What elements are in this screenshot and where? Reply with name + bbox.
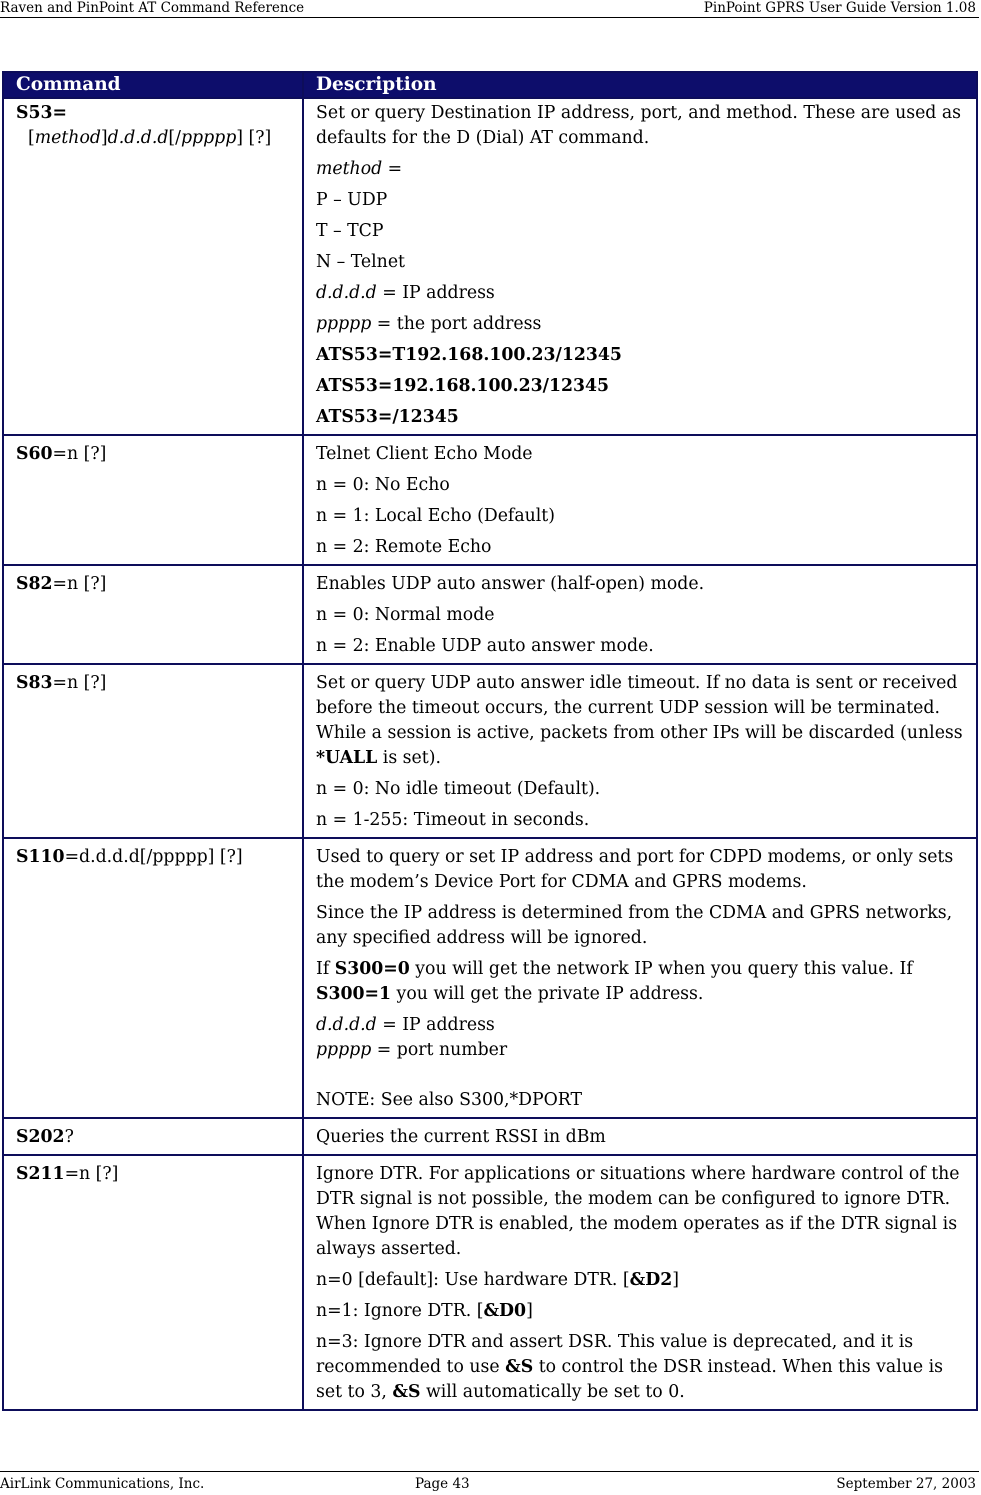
command-cell (3, 664, 303, 838)
option-line: n = 1-255: Timeout in seconds. (316, 810, 590, 830)
command-args: =n [?] (52, 444, 107, 464)
param-address: d.d.d.d = IP address (316, 283, 495, 303)
command-syntax: S53= [method]d.d.d.d[/ppppp] [?] (16, 103, 272, 148)
example-line: ATS53=T192.168.100.23/12345 (316, 345, 622, 365)
command-name: S82 (16, 574, 53, 594)
table-header-row (3, 72, 977, 98)
command-table (2, 71, 978, 1411)
description-text: Telnet Client Echo Mode (316, 444, 533, 464)
param-port: ppppp = port number (316, 1040, 508, 1060)
page-footer (0, 1471, 979, 1494)
command-name: S83 (16, 673, 53, 693)
page-header (0, 0, 979, 18)
column-header-description: Description (303, 72, 977, 98)
description-cell (303, 1155, 977, 1410)
param-address: d.d.d.d = IP address (316, 1015, 495, 1035)
description-text: Queries the current RSSI in dBm (316, 1127, 606, 1147)
footer-left: AirLink Communications, Inc. (0, 1476, 205, 1492)
command-cell (3, 1118, 303, 1155)
note-text: NOTE: See also S300,*DPORT (316, 1090, 582, 1110)
description-text: If S300=0 you will get the network IP when you query this value. If S300=1 you will get the private IP address. (316, 959, 913, 1004)
command-args: =n [?] (64, 1164, 119, 1184)
description-text: Used to query or set IP address and port for CDPD modems, or only sets the modem’s Device Port for CDMA and GPRS modems. (316, 847, 954, 892)
command-args: =n [?] (52, 673, 107, 693)
command-args: =n [?] (52, 574, 107, 594)
option-line: n=0 [default]: Use hardware DTR. [&D2] (316, 1270, 679, 1290)
option-line: N – Telnet (316, 252, 405, 272)
description-cell (303, 838, 977, 1118)
command-cell (3, 98, 303, 435)
command-cell (3, 838, 303, 1118)
description-text: Set or query Destination IP address, port, and method. These are used as defaults for the D (Dial) AT command. (316, 103, 962, 148)
table-row-s83 (3, 664, 977, 838)
description-text: Ignore DTR. For applications or situations where hardware control of the DTR signal is not possible, the modem can be configured to ignore DTR. When Ignore DTR is enabled, the modem operates as if the DTR signal is always asserted. (316, 1164, 960, 1259)
table-row-s53 (3, 98, 977, 435)
command-name: S60 (16, 444, 53, 464)
param-port: ppppp = the port address (316, 314, 542, 334)
example-line: ATS53=192.168.100.23/12345 (316, 376, 610, 396)
example-line: ATS53=/12345 (316, 407, 459, 427)
column-header-command: Command (3, 72, 303, 98)
option-line: n=1: Ignore DTR. [&D0] (316, 1301, 533, 1321)
page-number: Page 43 (415, 1476, 470, 1492)
description-text: Enables UDP auto answer (half-open) mode. (316, 574, 705, 594)
description-text: Since the IP address is determined from the CDMA and GPRS networks, any specified address will be ignored. (316, 903, 953, 948)
option-line: n=3: Ignore DTR and assert DSR. This value is deprecated, and it is recommended to use &S to control the DSR instead. When this value is set to 3, &S will automatically be set to 0. (316, 1332, 943, 1402)
command-args: ? (64, 1127, 74, 1147)
command-name: S202 (16, 1127, 65, 1147)
command-args: =d.d.d.d[/ppppp] [?] (64, 847, 243, 867)
command-cell (3, 1155, 303, 1410)
option-line: n = 2: Enable UDP auto answer mode. (316, 636, 654, 656)
command-name: S211 (16, 1164, 65, 1184)
param-method: method = (316, 159, 403, 179)
option-line: P – UDP (316, 190, 388, 210)
command-cell (3, 565, 303, 664)
table-row-s82 (3, 565, 977, 664)
table-row-s202 (3, 1118, 977, 1155)
table-row-s60 (3, 435, 977, 565)
option-line: n = 0: No Echo (316, 475, 450, 495)
description-text: Set or query UDP auto answer idle timeout. If no data is sent or received before the timeout occurs, the current UDP session will be terminated. While a session is active, packets from other IPs will be discarded (unless *UALL is set). (316, 673, 963, 768)
description-cell (303, 664, 977, 838)
header-right: PinPoint GPRS User Guide Version 1.08 (703, 0, 976, 16)
command-cell (3, 435, 303, 565)
option-line: n = 2: Remote Echo (316, 537, 492, 557)
description-cell (303, 98, 977, 435)
header-left: Raven and PinPoint AT Command Reference (0, 0, 305, 16)
option-line: n = 1: Local Echo (Default) (316, 506, 555, 526)
footer-date: September 27, 2003 (836, 1476, 976, 1492)
option-line: T – TCP (316, 221, 384, 241)
option-line: n = 0: Normal mode (316, 605, 495, 625)
command-name: S110 (16, 847, 65, 867)
description-cell (303, 435, 977, 565)
option-line: n = 0: No idle timeout (Default). (316, 779, 601, 799)
table-row-s110 (3, 838, 977, 1118)
description-cell (303, 1118, 977, 1155)
description-cell (303, 565, 977, 664)
table-row-s211 (3, 1155, 977, 1410)
